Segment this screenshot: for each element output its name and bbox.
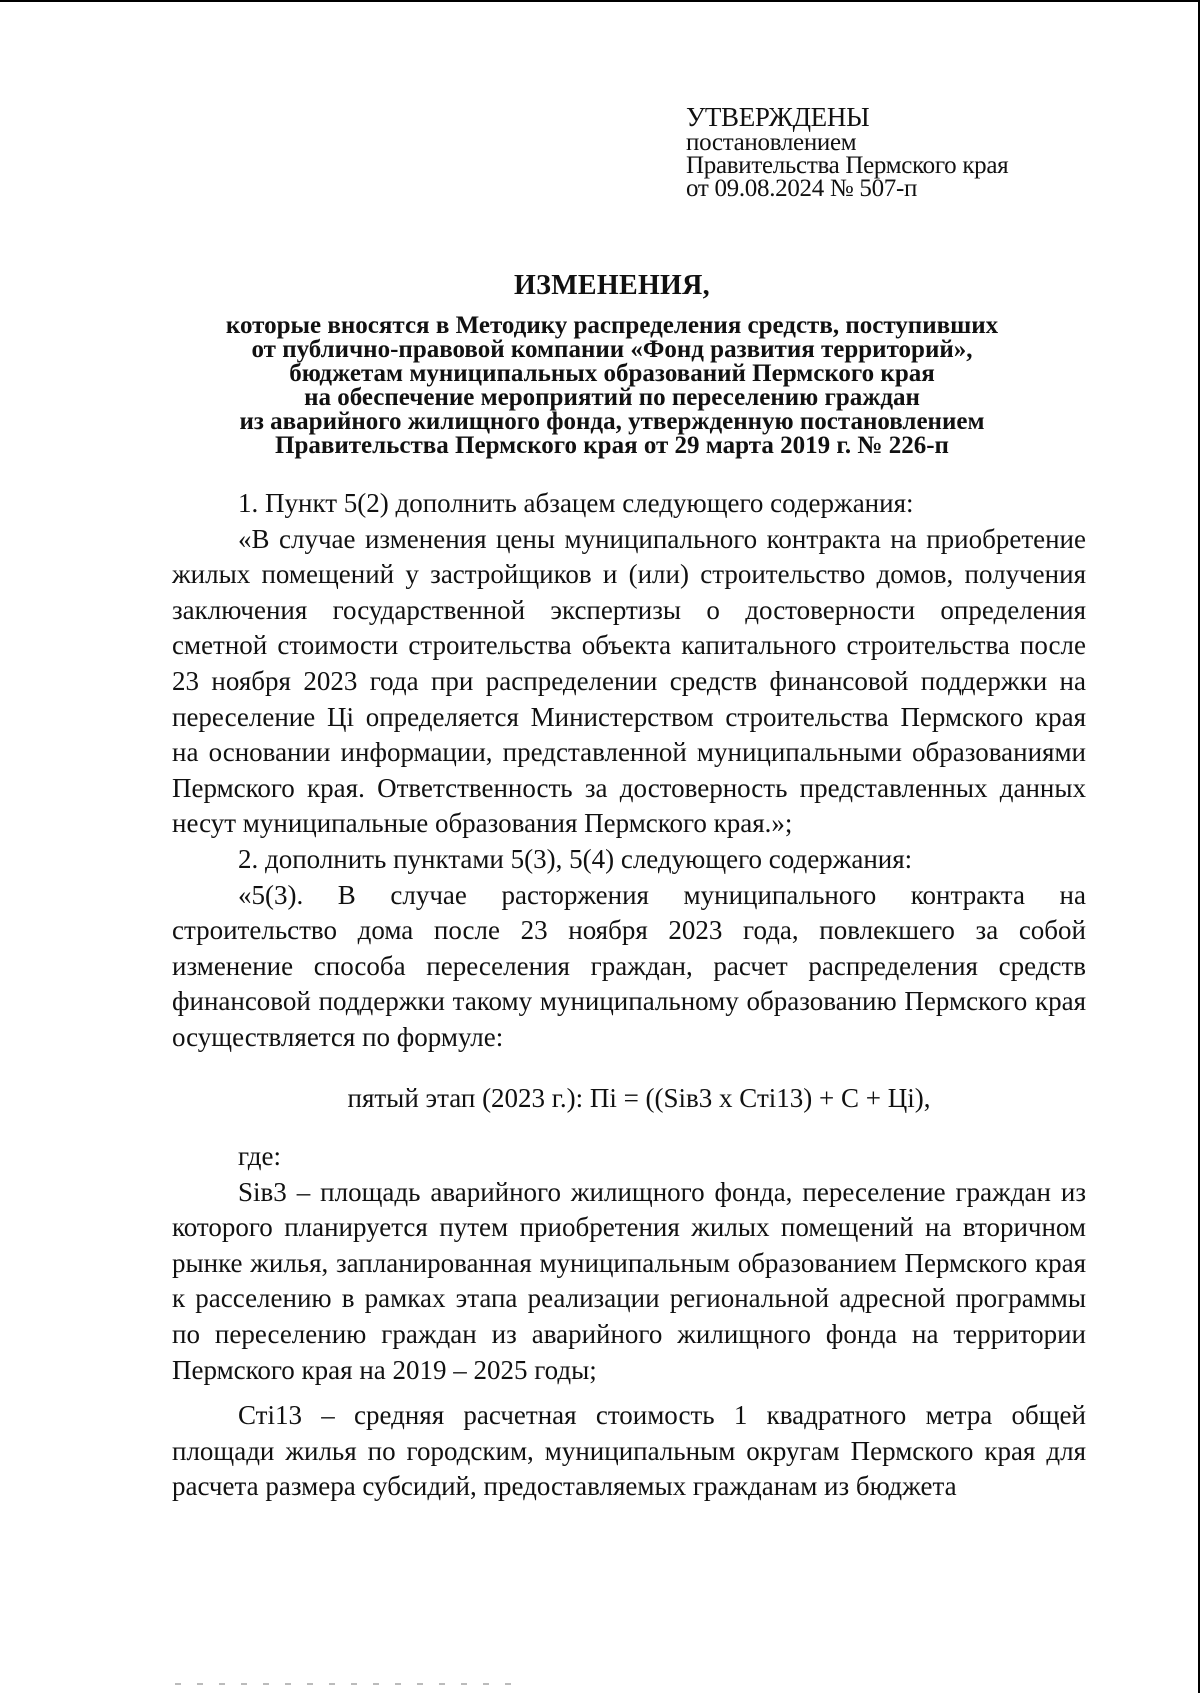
paragraph-definition-sti13: Сті13 – средняя расчетная стоимость 1 квадратного метра общей площади жилья по городским, муниципальным округам Пермского края для расчета размера субсидий, предоставляемых гражданам из бюджета xyxy=(172,1400,1086,1502)
scan-border-top xyxy=(0,0,1200,2)
scan-artifact xyxy=(175,1683,525,1685)
approval-line: Правительства Пермского края xyxy=(686,152,1009,179)
document-title: ИЗМЕНЕНИЯ, xyxy=(514,270,710,301)
subtitle-line: от публично-правовой компании «Фонд развития территорий», xyxy=(251,336,973,363)
approval-line: постановлением xyxy=(686,129,857,156)
paragraph-definition-siv3: Sів3 – площадь аварийного жилищного фонда, переселение граждан из которого планируется путем приобретения жилых помещений на вторичном рынке жилья, запланированная муниципальным образованием Пермского края к расселению в рамках этапа реализации региональной адресной программы по переселению граждан из аварийного жилищного фонда на территории Пермского края на 2019 – 2025 годы; xyxy=(172,1176,1086,1385)
approval-date-number: от 09.08.2024 № 507-п xyxy=(686,175,918,202)
subtitle-line: из аварийного жилищного фонда, утвержденную постановлением xyxy=(239,408,985,435)
paragraph-item-2: 2. дополнить пунктами 5(3), 5(4) следующего содержания: xyxy=(238,843,913,874)
paragraph-quote-5-2: «В случае изменения цены муниципального контракта на приобретение жилых помещений у застройщиков и (или) строительство домов, получения заключения государственной экспертизы о достоверности определения сметной стоимости строительства объекта капитального строительства после 23 ноября 2023 года при распределении средств финансовой поддержки на переселение Ці определяется Министерством строительства Пермского края на основании информации, представленной муниципальными образованиями Пермского края. Ответственность за достоверность представленных данных несут муниципальные образования Пермского края.»; xyxy=(172,523,1086,839)
approval-stamp xyxy=(686,104,1008,200)
paragraph-item-1: 1. Пункт 5(2) дополнить абзацем следующего содержания: xyxy=(238,488,914,518)
subtitle-line: на обеспечение мероприятий по переселению граждан xyxy=(304,384,920,411)
subtitle-line: которые вносятся в Методику распределения средств, поступивших xyxy=(225,312,999,339)
paragraph-where: где: xyxy=(238,1141,281,1172)
paragraph-quote-5-3: «5(3). В случае расторжения муниципального контракта на строительство дома после 23 ноября 2023 года, повлекшего за собой изменение способа переселения граждан, расчет распределения средств финансовой поддержки такому муниципальному образованию Пермского края осуществляется по формуле: xyxy=(172,879,1086,1052)
document-body xyxy=(172,486,1086,1505)
formula: пятый этап (2023 г.): Пі = ((Sів3 х Сті13) + С + Ці), xyxy=(347,1082,931,1113)
subtitle-line: Правительства Пермского края от 29 марта 2019 г. № 226-п xyxy=(275,432,949,459)
document-heading xyxy=(172,268,1052,458)
subtitle-line: бюджетам муниципальных образований Пермского края xyxy=(289,360,935,387)
approval-title: УТВЕРЖДЕНЫ xyxy=(686,102,870,132)
